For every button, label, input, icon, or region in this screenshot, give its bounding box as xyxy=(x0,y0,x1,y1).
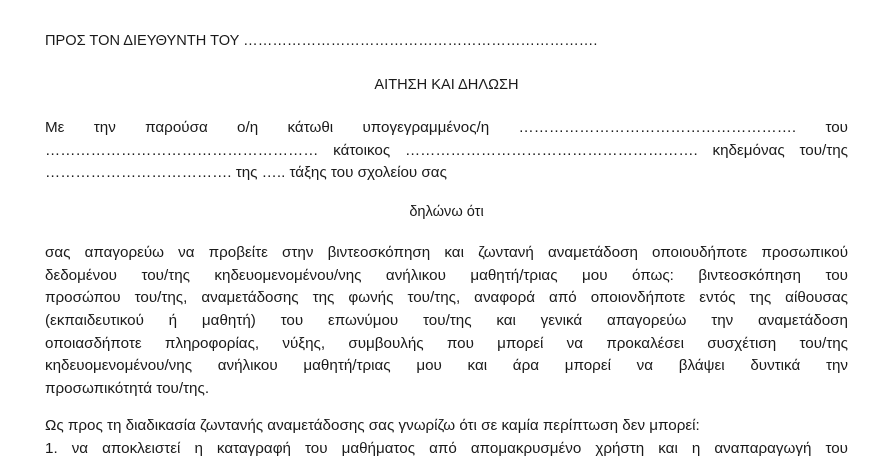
procedure-paragraph xyxy=(45,415,848,460)
document-title: ΑΙΤΗΣΗ ΚΑΙ ΔΗΛΩΣΗ xyxy=(374,77,519,93)
intro-line-2: ……………………………………………… κάτοικος …………………………………………………. κηδεμόνας του/της xyxy=(45,141,848,159)
declaration-heading: δηλώνω ότι xyxy=(409,204,484,220)
body-line-6: κηδευομενομένου/νης ανήλικου μαθητή/τριας μου και άρα μπορεί να βλάψει δυντικά την xyxy=(45,357,848,375)
procedure-line-1: Ως προς τη διαδικασία ζωντανής αναμετάδοσης σας γνωρίζω ότι σε καμία περίπτωση δεν μπορεί: xyxy=(45,417,700,434)
procedure-item-1: 1. να αποκλειστεί η καταγραφή του μαθήματος από απομακρυσμένο χρήστη και η αναπαραγωγή του xyxy=(45,439,848,457)
body-line-1: σας απαγορεύω να προβείτε στην βιντεοσκόπηση και ζωντανή αναμετάδοση οποιουδήποτε προσωπικού xyxy=(45,244,848,261)
intro-line-1: Με την παρούσα ο/η κάτωθι υπογεγραμμένος/η ………………………………………………. του xyxy=(45,119,848,136)
addressee-line: ΠΡΟΣ ΤΟΝ ΔΙΕΥΘΥΝΤΗ ΤΟΥ ………………………………………………………………. xyxy=(45,33,598,49)
intro-paragraph xyxy=(45,117,848,185)
document-page xyxy=(45,0,848,460)
body-line-7: προσωπικότητά του/της. xyxy=(45,380,210,398)
body-line-5: οποιασδήποτε πληροφορίας, νύξης, συμβουλής που μπορεί να προκαλέσει συσχέτιση του/της xyxy=(45,334,848,352)
intro-line-3: ………………………………. της ….. τάξης του σχολείου σας xyxy=(45,164,447,182)
body-line-4: (εκπαιδευτικού ή μαθητή) του επωνύμου του/της και γενικά απαγορεύω την αναμετάδοση xyxy=(45,312,848,330)
body-line-2: δεδομένου του/της κηδευομενομένου/νης ανήλικου μαθητή/τριας μου όπως: βιντεοσκόπηση του xyxy=(45,266,848,284)
declaration-body xyxy=(45,242,848,401)
body-line-3: προσώπου του/της, αναμετάδοσης της φωνής του/της, αναφορά από οποιονδήποτε εντός της αίθουσας xyxy=(45,289,848,307)
